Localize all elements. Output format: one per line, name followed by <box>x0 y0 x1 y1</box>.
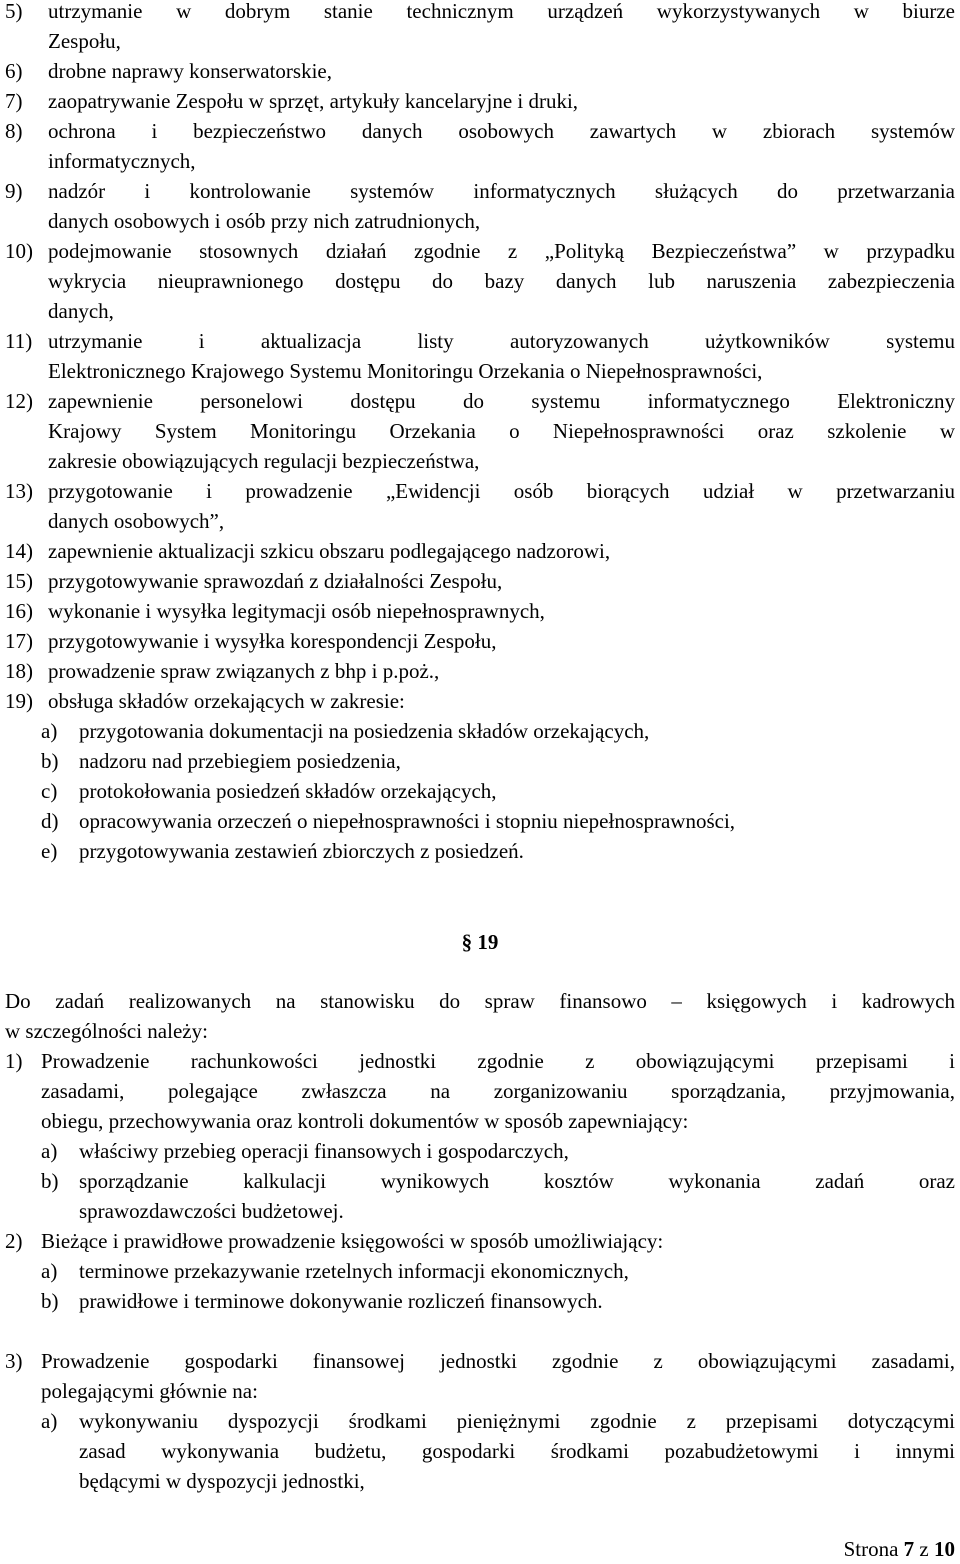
sub-item-text: terminowe przekazywanie rzetelnych informacji ekonomicznych, <box>79 1259 629 1283</box>
list-item-text: Elektronicznego Krajowego Systemu Monitoringu Orzekania o Niepełnosprawności, <box>48 359 763 383</box>
section-heading: § 19 <box>461 930 499 954</box>
list-item-text: danych osobowych i osób przy nich zatrudnionych, <box>48 209 481 233</box>
sub-item-text: wykonywaniu dyspozycji środkami pieniężnymi zgodnie z przepisami dotyczącymi <box>79 1409 955 1433</box>
list-item-text: podejmowanie stosownych działań zgodnie z „Polityką Bezpieczeństwa” w przypadku <box>48 239 955 263</box>
sub-item-letter: a) <box>41 1259 58 1283</box>
list-item-text: Bieżące i prawidłowe prowadzenie księgowości w sposób umożliwiający: <box>41 1229 664 1253</box>
list-item-text: informatycznych, <box>48 149 196 173</box>
list-item-text: przygotowanie i prowadzenie „Ewidencji osób biorących udział w przetwarzaniu <box>48 479 955 503</box>
list-item-number: 10) <box>5 239 33 263</box>
footer-prefix: Strona <box>843 1537 904 1561</box>
list-item-text: przygotowywanie i wysyłka korespondencji Zespołu, <box>48 629 497 653</box>
list-item-number: 14) <box>5 539 33 563</box>
list-item-number: 2) <box>5 1229 23 1253</box>
sub-item-text: opracowywania orzeczeń o niepełnosprawności i stopniu niepełnosprawności, <box>79 809 736 833</box>
page-footer <box>844 1534 955 1564</box>
list-item-text: wykrycia nieuprawnionego dostępu do bazy danych lub naruszenia zabezpieczenia <box>48 269 955 293</box>
list-item-number: 16) <box>5 599 33 623</box>
list-item-text: zaopatrywanie Zespołu w sprzęt, artykuły kancelaryjne i druki, <box>48 89 579 113</box>
sub-item-text: nadzoru nad przebiegiem posiedzenia, <box>79 749 401 773</box>
list-item-text: utrzymanie i aktualizacja listy autoryzowanych użytkowników systemu <box>48 329 955 353</box>
intro-text: Do zadań realizowanych na stanowisku do spraw finansowo – księgowych i kadrowych <box>5 989 955 1013</box>
sub-item-letter: a) <box>41 719 58 743</box>
list-item-number: 13) <box>5 479 33 503</box>
sub-item-letter: a) <box>41 1409 58 1433</box>
list-item-text: polegającymi głównie na: <box>41 1379 258 1403</box>
list-item-number: 15) <box>5 569 33 593</box>
list-item-number: 5) <box>5 0 23 23</box>
list-item-text: danych, <box>48 299 114 323</box>
list-item-number: 11) <box>5 329 33 353</box>
list-item-text: drobne naprawy konserwatorskie, <box>48 59 332 83</box>
list-item-text: wykonanie i wysyłka legitymacji osób niepełnosprawnych, <box>48 599 545 623</box>
sub-item-letter: b) <box>41 1169 59 1193</box>
list-item-number: 7) <box>5 89 23 113</box>
list-item-text: zapewnienie personelowi dostępu do systemu informatycznego Elektroniczny <box>48 389 955 413</box>
sub-item-text: przygotowywania zestawień zbiorczych z posiedzeń. <box>79 839 524 863</box>
list-item-text: Prowadzenie rachunkowości jednostki zgodnie z obowiązującymi przepisami i <box>41 1049 955 1073</box>
list-item-text: Krajowy System Monitoringu Orzekania o Niepełnosprawności oraz szkolenie w <box>48 419 955 443</box>
sub-item-letter: c) <box>41 779 58 803</box>
sub-item-letter: d) <box>41 809 59 833</box>
list-item-number: 6) <box>5 59 23 83</box>
list-item-number: 12) <box>5 389 33 413</box>
sub-item-letter: b) <box>41 1289 59 1313</box>
list-item-number: 17) <box>5 629 33 653</box>
list-item-text: obiegu, przechowywania oraz kontroli dokumentów w sposób zapewniający: <box>41 1109 689 1133</box>
sub-item-text: protokołowania posiedzeń składów orzekających, <box>79 779 497 803</box>
sub-item-text: prawidłowe i terminowe dokonywanie rozliczeń finansowych. <box>79 1289 603 1313</box>
list-item-text: zapewnienie aktualizacji szkicu obszaru podlegającego nadzorowi, <box>48 539 611 563</box>
list-item-number: 19) <box>5 689 33 713</box>
sub-item-letter: b) <box>41 749 59 773</box>
list-item-text: obsługa składów orzekających w zakresie: <box>48 689 405 713</box>
intro-text: w szczególności należy: <box>5 1019 208 1043</box>
sub-item-text: przygotowania dokumentacji na posiedzenia składów orzekających, <box>79 719 650 743</box>
list-item-number: 9) <box>5 179 23 203</box>
footer-of: z <box>914 1537 934 1561</box>
list-item-text: danych osobowych”, <box>48 509 225 533</box>
sub-item-text: sprawozdawczości budżetowej. <box>79 1199 344 1223</box>
sub-item-text: sporządzanie kalkulacji wynikowych kosztów wykonania zadań oraz <box>79 1169 955 1193</box>
list-item-text: nadzór i kontrolowanie systemów informatycznych służących do przetwarzania <box>48 179 955 203</box>
current-page-number: 7 <box>903 1537 915 1561</box>
sub-item-letter: e) <box>41 839 58 863</box>
list-item-text: ochrona i bezpieczeństwo danych osobowych zawartych w zbiorach systemów <box>48 119 955 143</box>
sub-item-letter: a) <box>41 1139 58 1163</box>
sub-item-text: właściwy przebieg operacji finansowych i gospodarczych, <box>79 1139 569 1163</box>
list-item-number: 8) <box>5 119 23 143</box>
list-item-text: zasadami, polegające zwłaszcza na zorganizowaniu sporządzania, przyjmowania, <box>41 1079 955 1103</box>
list-item-number: 3) <box>5 1349 23 1373</box>
list-item-text: prowadzenie spraw związanych z bhp i p.poż., <box>48 659 440 683</box>
sub-item-text: zasad wykonywania budżetu, gospodarki środkami pozabudżetowymi i innymi <box>79 1439 955 1463</box>
list-item-number: 18) <box>5 659 33 683</box>
list-item-text: Zespołu, <box>48 29 121 53</box>
list-item-number: 1) <box>5 1049 23 1073</box>
list-item-text: przygotowywanie sprawozdań z działalności Zespołu, <box>48 569 503 593</box>
list-item-text: zakresie obowiązujących regulacji bezpieczeństwa, <box>48 449 480 473</box>
list-item-text: utrzymanie w dobrym stanie technicznym urządzeń wykorzystywanych w biurze <box>48 0 955 23</box>
sub-item-text: będącymi w dyspozycji jednostki, <box>79 1469 365 1493</box>
list-item-text: Prowadzenie gospodarki finansowej jednostki zgodnie z obowiązującymi zasadami, <box>41 1349 955 1373</box>
total-pages: 10 <box>934 1537 955 1561</box>
